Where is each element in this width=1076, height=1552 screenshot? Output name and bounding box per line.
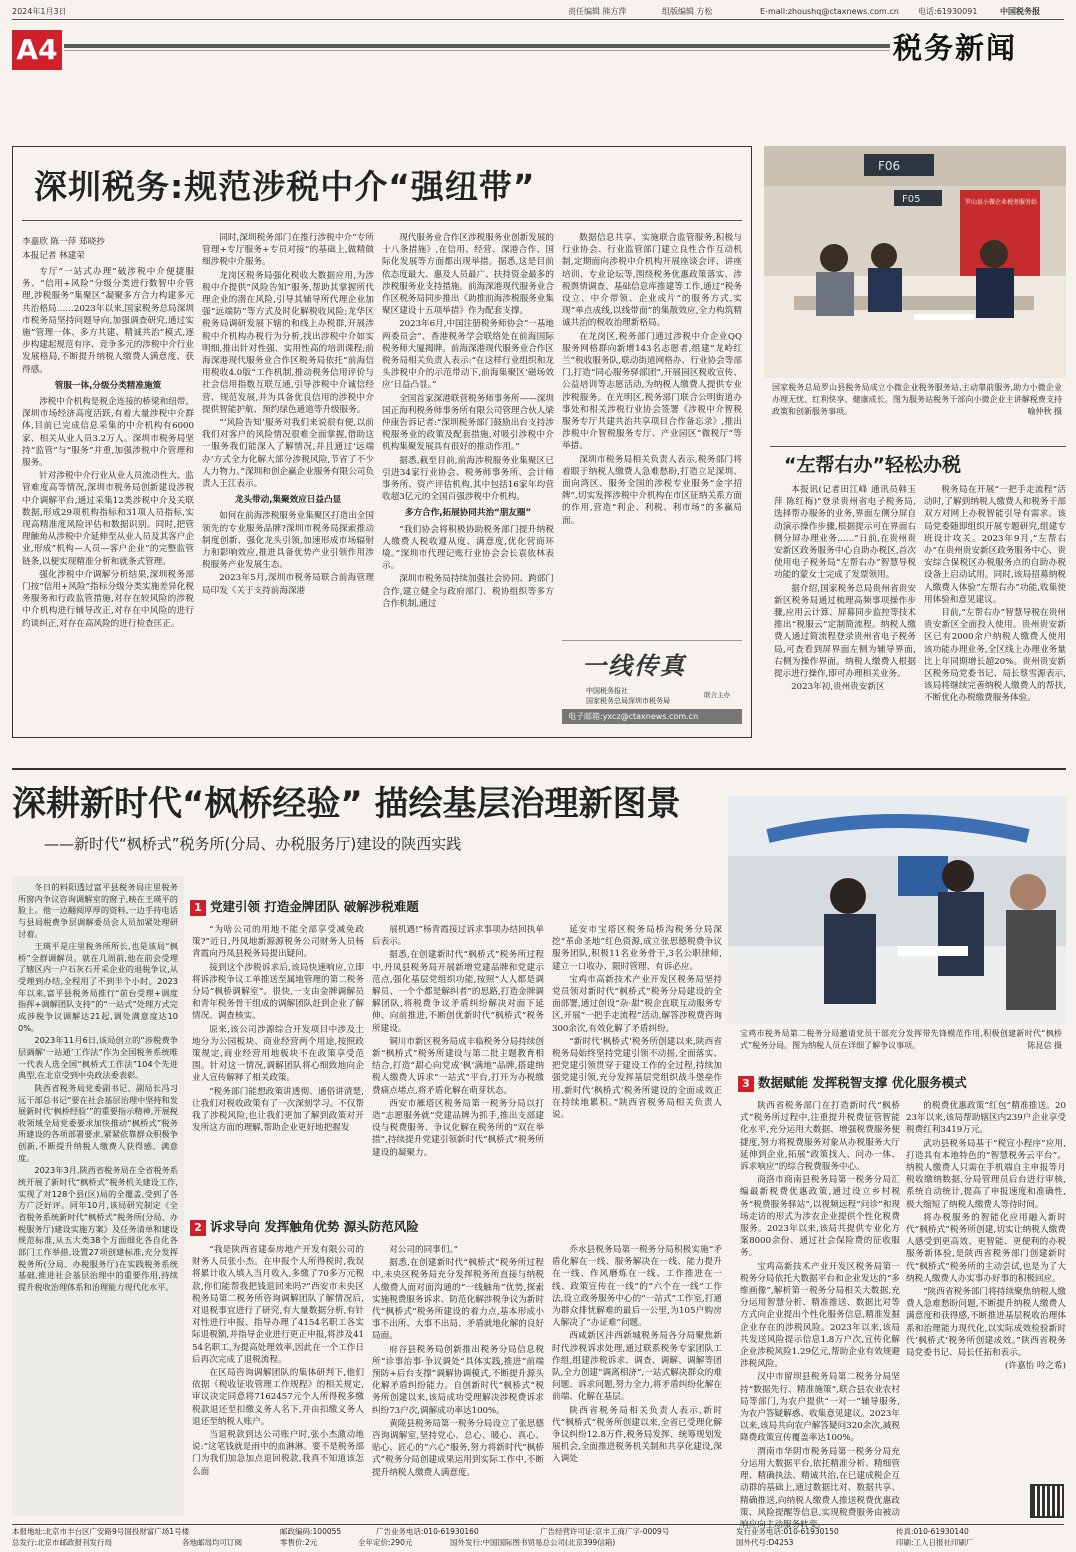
fengqiao-s2-col-1 — [192, 1244, 364, 1516]
paragraph: 对公司的同事们。” — [389, 1245, 459, 1255]
shenzhen-col-2 — [202, 232, 374, 730]
footer-annual: 全年定价:290元 — [358, 1538, 413, 1547]
article-shenzhen-byline: 李嘉欣 陈一萍 郑晓抄 — [22, 237, 105, 247]
paragraph: 2023年5月,深圳市税务局联合前海管理局印发《关于支持前海深港 — [202, 573, 374, 596]
qr-code-icon[interactable] — [1030, 1484, 1064, 1518]
fengqiao-s1-col-1 — [192, 924, 364, 1206]
paragraph: 深圳市税务局相关负责人表示,税务部门将着眼于纳税人缴费人急难愁盼,打造立足深圳、面向湾区、服务全国的涉税专业服务“金字招牌”,切实发挥涉税中介机构在市区征纳关系方面的作用,营造“利企、利税、利市场”的多赢局面。 — [562, 454, 742, 526]
caption-text: 宝鸡市税务局第二税务分局邀请党员干部充分发挥带先锋模范作用,积极创建新时代“枫桥式”税务分局。图为纳税人员在详细了解争议事项。 — [740, 1029, 1062, 1050]
banner-text: 罗山县小微企业税务服务站 — [965, 199, 1038, 206]
paragraph: 在区局咨询调解团队的集体研判下,他们依据《税收征收管理工作规程》的相关规定,审议决定同意将7162457元个人所得税多缴税款退还至扣缴义务人名下,并由扣缴义务人退还至纳税人账户。 — [192, 1368, 364, 1427]
paragraph: 税务局在开展“一把手走流程”活动时,了解到纳税人缴费人和税务干部双方对网上办税智能引导有需求。该局党委随即组织开展专题研究,组建专班设计攻关。2023年9月,“左帮右办”在贵州贵安新区政务服务中心、贵安综合保税区办税服务点的自助办税设备上启动试用。同时,该局招募纳税人缴费人体验“左帮右办”功能,收集使用体验和意见建议。 — [924, 485, 1066, 605]
paragraph: 深圳市税务局持续加强社会协同、跨部门合作,建立健全与政府部门、税协组织等多方合作机制,通过 — [382, 574, 554, 609]
editor-phone: 电话:61930091 — [918, 7, 978, 16]
layout-editor: 组版编辑 方松 — [662, 7, 713, 16]
paragraph: 展机遇!”杨青霞接过诉求事项办结回执单后表示。 — [372, 925, 544, 948]
paragraph: 数据信息共享、实施联合监管服务,积极与行业协会、行业监管部门建立良性合作互动机制,定期面向涉税中介机构开展座谈会评、讲座培训、专业论坛等,围绕税务优惠政策落实、涉税舆情调查、基础信息库推建等工作,通过“税务设立、中介带领、企业成片”的服务方式,实现“单点成线,以线带面”的集散效应,全力构筑精诚共治的税收治理新格局。 — [562, 233, 742, 329]
footer — [12, 1524, 1064, 1548]
column-logo-block — [562, 640, 742, 732]
section-number: 3 — [738, 1076, 754, 1092]
column-logo-org: 中国税务报社 — [586, 687, 628, 695]
paragraph: 府谷县税务局创新推出税务分局信息税所“诊事治事·争议调处”具体实践,推进“前端预防+后台支撑”调解协调模式,不断提升源头化解矛盾纠纷能力。自创新时代“枫桥式”税务所创建以来,该局成功受理解决涉税费诉求纠纷73户次,调解成功率达100%。 — [372, 1344, 544, 1416]
photo1-caption — [772, 382, 1062, 442]
section-3-title: 数据赋能 发挥税智支撑 优化服务模式 — [758, 1075, 967, 1090]
paragraph: 宝鸡高新技术产业开发区税务局第一税务分局依托大数据平台和企业发达的“多维画像”,解析第一税务分局相关大数据,充分运用智慧分析、精准推送、数据比对等方式向企业提出个性化服务信息,精准发掘企业存在的涉税风险。2023年以来,该局共发送风险提示信息1.8万户次,宣传化解企业涉税风险1.29亿元,帮助企业有效规避涉税风险。 — [740, 1261, 900, 1370]
footer-foreign: 国外发行:中国国际图书贸易总公司(北京399信箱) — [450, 1538, 616, 1547]
paragraph: 宝鸡市高新技术产业开发区税务局坚持党员领对新时代“枫桥式”税务分局建设的全面部署,通过创设“杂·甜”税企直联互动服务专区,开展“一把手走流程”活动,解答涉税费咨询300余次,有效化解了矛盾纠纷。 — [552, 974, 722, 1034]
paragraph: 将办税服务的智能化应用融入新时代“枫桥式”税务所创建,切实让纳税人缴费人感受到更高效、更智能、更便利的办税服务新体验,是陕西省税务部门创建新时代“枫桥式”税务所的主动尝试,也是为了大纳税人缴费人办实事办好事的积极回应。 — [906, 1212, 1066, 1284]
article-3-rule — [12, 768, 1066, 770]
section-2-heading — [190, 1218, 419, 1236]
paragraph: “为啥公司的用地不能全部享受减免政策?”近日,丹凤地新源源税务公司财务人员杨青霞向丹凤县税务局提出疑问。 — [192, 925, 364, 960]
paragraph: 西安市雁塔区税务局第一税务分局以打造“志愿服务就”党建品牌为抓手,推出支部建设与税费服务、争议化解在税务所的“双在举措”,持续提升党建引领新时代“枫桥式”税务所建设的凝聚力。 — [372, 1098, 544, 1158]
paragraph: 渭南市华阴市税务局第一税务分局充分运用大数据平台,依托精准分析、精细管理、精确执法、精诚共治,在已建成税企互动群的基础上,通过数据比对、数据共享、精确推送,向纳税人缴费人推送税费优惠政策、风险提醒等信息,实现税费服务由被动响应向主动服务转变。 — [740, 1446, 900, 1530]
fengqiao-s1-col-3 — [552, 924, 722, 1206]
photo-fengqiao-service — [728, 796, 1066, 1024]
paragraph: 2023年初,贵州贵安新区 — [791, 682, 885, 693]
paragraph: 现代服务业合作区涉税服务业创新发展的十八条措施》,在信用、经营、深港合作、国际化发展等方面都出现举措。据悉,这是目前依态度最大、惠及人员最广、扶持资金最多的涉税服务业支持措施。前海深港现代服务业合作区税务局同步推出《助推前海涉税服务业集聚区建设十五项举措》作为配套支撑。 — [382, 233, 554, 317]
paragraph: 接到这个涉税诉求后,该局快速响应,立即将诉涉税争议工单推送至属地管理的第二税务分局“枫桥调解室”。很快,一支由金牌调解员和青年税务骨干组成的调解团队赶到企业了解情况、调查核实。 — [192, 962, 364, 1022]
footer-fax: 传真:010-61930140 — [896, 1527, 969, 1536]
section-3-heading — [738, 1074, 967, 1092]
paragraph: “税务部门能想政策讲透彻、通俗讲清楚,让我们对税收政策有了一次深刻学习。不仅帮我了涉税风险,也让我们更加了解到政策对开发所这方面的理解,帮助企业更好地把握发 — [192, 1086, 364, 1134]
paragraph: 西咸新区沣西新城税务局各分局聚焦新时代涉税诉求处理,通过联系税务专家团队工作组,组建涉税诉求、调查、调解、调解等团队,全力创建“调离相济”,一站式解决群众的难问题、诉求问题,努力全力,将矛盾纠纷化解在前端、化解在基层。 — [552, 1331, 722, 1403]
shenzhen-col-3 — [382, 232, 554, 730]
footer-subscribe: 各地邮局均可订阅 — [182, 1538, 242, 1547]
paragraph: 龙岗区税务局强化税收大数据应用,为涉税中介提供“风险告知”服务,帮助其掌握所代理企业的潜在风险,引导其辅导所代理企业加强“远端防”等方式及时化解税收风险;龙华区税务局调研发展下辖的和线上办税群,开展涉税中介机构办税行为分析,找出涉税中介如实明细,推出针对性强、实用性高的培训课程;前海深港现代服务业合作区税务局依托“前海信用税收4.0版”工作机制,推动税务信用评价与社会信用指数互联互通,引导涉税中介诚信经营、规范发展,并为具备优良信用的涉税中介提供智能护航、预约绿色通道等升级服务。 — [202, 270, 374, 415]
caption-text: 国家税务总局罗山县税务局成立小微企业税务服务站,主动靠前服务,助力小微企业办理无忧、红利快享、健康成长。图为服务站税务干部向小微企业主讲解税费支持政策和创新服务事项。 — [772, 383, 1062, 416]
masthead-bar — [12, 4, 1064, 20]
paragraph: 强化涉税中介调解分析结果,深圳税务部门按“信用+风险”指标分级分类实施差异化税务服务和行政监管措施,对存在较风险的涉税中介机构进行辅导改正,对存在中风险的进行约谈纠正,对存在高风险的进行检查匡正。 — [22, 569, 194, 629]
paragraph: 如何在前海涉税服务业集聚区打造出全国领先的专业服务品牌?深圳市税务局探索推动制度创新、强化龙头引领,加速形成市场辐射力和影响效应,推进具备优势产业引领作用涉税服务产业发展生态。 — [202, 511, 374, 571]
paragraph: 汉中市留坝县税务局第二税务分局坚持“数据先行、精准施策”,联合县农业农村局等部门,为农户提供“一对一”辅导服务,为农户答疑解惑、收集意见建议。2023年以来,该局共向农户解答疑问320余次,减税降费政策宣传覆盖率达100%。 — [740, 1372, 900, 1444]
photo-tax-service-station — [764, 146, 1066, 378]
column-logo-title: 一线传真 — [582, 651, 686, 680]
paragraph: 原来,该公司涉源综合开发项目中涉及土地分为公园板块、商业经营两个用途,按照政策规定,商业经营用地板块不在政策享受范围。针对这一情况,调解团队将心细致地向企业人宣传解释了相关政策。 — [192, 1024, 364, 1084]
paragraph: 王瑛平是庄里税务所所长,也是该局“枫桥”全群调解员。就在几周前,他在前会受理了辖区内一户石灰石开采企业的退税争议,从受理到办结,全程用了不到半个小时。2023年以来,富平县税务局推行“前台受理+调度指挥+调解团队支持”的“一站式”处理方式完成涉税争议调解达21起,调处满意度达100%。 — [18, 941, 178, 1033]
section-number: 2 — [190, 1220, 206, 1236]
header-rule-thin — [64, 50, 890, 51]
paragraph: 乔水县税务局第一税务分局积极实施“矛盾化解在一线、服务解决在一线、能力提升在一线、作风磨炼在一线、工作推进在一线、政策宣传在一线”的“六个在一线”工作法,设立政务服务中心的“一站式”工作室,打通为群众排忧解难的最后一公里,为105户购房人解决了“办证难”问题。 — [552, 1245, 722, 1329]
subheading: 多方合作,拓展协同共治“朋友圈” — [404, 508, 532, 519]
paragraph: 陕西省税务局相关负责人表示,新时代“枫桥式”税务所创建以来,全省已受理化解争议纠纷12.8万件,税务局发挥、统筹规划发展机会,全面推进税务机关制和共享化建设,深入调处 — [552, 1405, 722, 1465]
paragraph: 据悉,截至目前,前海涉税服务业集聚区已引进34家行业协会、税务师事务所、会计师事务所、资产评估机构,其中包括16家年均营收超3亿元的全国百强涉税中介机构。 — [382, 455, 554, 503]
paragraph: 2023年6月,中国注册税务师协会“一基地两委员会”、香港税务学会联络处在前海国际税务师大厦揭牌。前海深港现代服务业合作区税务局相关负责人表示:“在这样行业组织和龙头涉税中介的示范带动下,前海集聚区‘磁场效应’日益凸显。” — [382, 319, 554, 391]
paragraph: 同时,深圳税务部门在推行涉税中介“专所管理+专厅服务+专员对接”的基础上,做精做细涉税中介服务。 — [202, 233, 374, 268]
paragraph: 冬日的料阳透过富平县税务局庄里税务所窗内争议咨询调解室的窗子,映在王瑛平的脸上。他一边翻阅厚厚的资料,一边手持电话与县局税费争层调解委员会人员加紧处理研讨着。 — [18, 882, 178, 939]
fengqiao-s3-col-2 — [906, 1100, 1066, 1480]
paragraph: 据悉,在创建新时代“枫桥式”税务所过程中,未央区税务局充分发挥税务所直接与纳税人缴费人面对面沟通的“一线触角”优势,探索实施税费服务诉求、防范化解涉税争议为新时代“枫桥式”税务所建设的着力点,基本形成小事不出所、大事不出局、矛盾就地化解的良好局面。 — [372, 1258, 544, 1342]
title-divider — [22, 220, 742, 221]
column-logo-coop: 联合主办 — [704, 691, 730, 699]
photo2-credit: 陈昆信 摄 — [1027, 1041, 1062, 1050]
article-author: (许嘉怡 吟之希) — [1005, 1361, 1066, 1372]
section-2-title: 诉求导向 发挥触角优势 源头防范风险 — [210, 1219, 419, 1234]
fengqiao-s2-col-3 — [552, 1244, 722, 1516]
article-fengqiao-title: 深耕新时代“枫桥经验” 描绘基层治理新图景 — [12, 784, 681, 824]
paragraph: “我们协会将积极协助税务部门提升纳税人缴费人税收遵从度、满意度,优化营商环境。”深圳市代理记账行业协会会长袁依林表示。 — [382, 524, 554, 572]
shenzhen-col-1 — [22, 266, 194, 730]
header-rule — [64, 44, 890, 48]
responsible-editor: 责任编辑 熊方萍 — [568, 7, 627, 16]
paragraph: 铜川市新区税务局成丰临税务分局持续创新“枫桥式”税务所建设与第二批主题教育相结合,打造“甜心向党成‘枫’满地”品牌,搭建纳税人缴费人诉求“一站式”平台,打开为办税缴费痛点堵点,将矛盾化解在萌芽状态。 — [372, 1036, 544, 1096]
paragraph: “我是陕西省建泰房地产开发有限公司的财务人员张小杰。在申报个人所得税时,我误将累计收入填入当月收入,多缴了70多万元税款,你们能帮我把钱退回来吗?”西安市未央区税务局第二税务所咨询调解团队了解情况后,对退税事宜进行了研究,有大量数据分析,有针对性进行申报、指导办理了4154名职工各实际退税额,并指导企业进行更正申报,将涉及4154名职工,为提高处理效率,因此在一个工作日后再次完成了退税流程。 — [192, 1245, 364, 1365]
footer-price: 零售价:2元 — [280, 1538, 318, 1547]
paragraph: 陕西省税务部门在打造新时代“枫桥式”税务所过程中,注重提升税费征管智能化水平,充分运用大数据、增强税费服务便捷度,努力将税费服务对象从办税服务大厅延伸到企业,拓展“政策找人、问办一体、诉求响应”的综合税费服务中心。 — [740, 1101, 900, 1173]
footer-foreign-code: 国外代号:D4253 — [736, 1538, 794, 1547]
paragraph: 2023年3月,陕西省税务局在全省税务系统开展了新时代“枫桥式”税务机关建设工作,实现了对128个县(区)局的全覆盖,受到了各方广泛好评。同年10月,该局研究制定《全省税务系统新时代“枫桥式”税务所(分局、办税服务厅)建设实施方案》及任务清单和建设规范标准,从五大类38个方面细化各自化各部门工作举措,设置27项创建标准,充分发挥税务所(分局、办税服务厅)在实践税务系统基础,推进社会基层治理中的重要作用,持续提升税收治理体系和治理能力现代化水平。 — [18, 1165, 178, 1292]
sign-f06: F06 — [878, 159, 901, 173]
paragraph: “陕西省税务部门将持续聚焦纳税人缴费人急难愁盼问题,不断提升纳税人缴费人满意度和获得感,不断推进基层税收治理体系和治理能力现代化,以实际成效检验新时代‘枫桥式’税务所创建成效。”陕西省税务局党委书记、局长任拓和表示。 — [906, 1287, 1066, 1359]
section-1-heading — [190, 898, 419, 916]
paragraph: 针对涉税中介行业从业人员流动性大、监管难度高等情况,深圳市税务局创新建设涉税中介调解平台,通过采集12类涉税中介及关联数据,形成29项机构指标和31项人员指标,实现高精准度风险评估和数据识别。同时,把管理触角从涉税中介延伸至从业人员及其客户企业,形成“机构—人员—客户企业”的完整监管链条,以便实现精准分析和就条式管理。 — [22, 471, 194, 567]
paragraph: 延安市宝塔区税务局桥沟税务分局深挖“革命圣地”红色资源,成立张思德税费争议服务团队,积极11名业务骨干,3名公职律师,建立一口收办、限时管理、有诉必应。 — [552, 925, 722, 972]
paragraph: 在龙岗区,税务部门通过涉税中介企业QQ服务网格群向新增143名志愿者,组建“龙岭红兰”税收服务队,联动街道网格办、行业协会等部门,打造“同心服务驿部团”,开展园区税收宣传、公益培训等志愿活动,为纳税人缴费人提供专业涉税服务。在光明区,税务部门联合公明街道办事处和相关涉税行业协会签署《涉税中介智税服务专厅共建共治共享项目合作备忘录》,推出涉税中介智税服务专厅、产业园区“微税厅”等举措。 — [562, 331, 742, 452]
subheading: 管服一体,分级分类精准施策 — [54, 380, 162, 391]
paragraph: “新时代‘枫桥式’税务所创建以来,陕西省税务局始终坚持党建引领不动摇,全面落实、把党建引领贯穿于建设工作的全过程,持续加强党建引领,充分发挥基层党组织战斗堡垒作用,新时代‘枫桥式’税务所建设的全面成效正在持续地累积。”陕西省税务局相关负责人说。 — [552, 1036, 722, 1121]
paragraph: 本报讯(记者田江峰 通讯员韩玉萍 陈红梅)“登录贵州省电子税务局,选择帮办服务的业务,界面左侧分屏自动演示操作步骤,根据提示可在界面右侧分屏办理业务……”日前,在贵州贵安新区政务服务中心自助办税区,首次使用电子税务局“左帮右办”智慧导税功能的蒙女士完成了发票领用。 — [774, 485, 916, 581]
paragraph: 目前,“左帮右办”智慧导税在贵州贵安新区全面投入使用。贵州贵安新区已有2000余户纳税人缴费人使用该功能办理业务,全区线上办理业务量比上年同期增长超20%。贵州贵安新区税务局党委书记、局长蔡雪源表示,该局将继续完善纳税人缴费人的帮扶,不断优化办税缴费服务体验。 — [924, 608, 1066, 704]
paragraph: 黄陵县税务局第一税务分局设立了张思德咨询调解室,坚持党心、总心、暖心、真心、贴心、匠心的“六心”服务,努力将新时代“枫桥式”税务分局创建成果运用到实际工作中,不断提升纳税人缴费人满意度。 — [372, 1418, 544, 1478]
article-shenzhen-title: 深圳税务:规范涉税中介“强纽带” — [34, 167, 536, 206]
photo2-caption — [740, 1028, 1062, 1068]
paragraph: 全国首家深港联营税务师事务所——深圳国正海利税务师事务所有限公司管理合伙人梁仲康告诉记者:“深圳税务部门鼓励出台支持涉税服务业的政策及配套措施,对吸引涉税中介机构集聚发展具有很好的推动作用。” — [382, 393, 554, 453]
paragraph: 武功县税务局基于“税宣小程序”应用,打造具有本地特色的“智慧税务云平台”。纳税人缴费人只需在手机端自主申报等月税收缴纳数据,分局管理员后台进行审核,系统自动统计,提高了申报速度和准确性,极大缩短了纳税人缴费人等待时间。 — [906, 1138, 1066, 1210]
editor-email[interactable]: E-mail:zhoushq@ctaxnews.com.cn — [760, 7, 899, 16]
shenzhen-col-4 — [562, 232, 742, 632]
paper-name: 中国税务报 — [1000, 7, 1040, 16]
column-logo-org2: 国家税务总局深圳市税务局 — [586, 697, 670, 705]
footer-ad-phone: 广告业务电话:010-61930160 — [376, 1527, 479, 1536]
paragraph: 据悉,在创建新时代“枫桥式”税务所过程中,丹凤县税务局开展新增党建品牌和党建示范点,强化基层党组织功能,按照“人人都是调解员、一个个都是解纠者”的思路,打造金牌调解团队,将税费争议矛盾纠纷解决对面下延伸、向前推进,不断创优新时代“枫桥式”税务所建设。 — [372, 950, 544, 1034]
footer-distribution: 总发行:北京市邮政报刊发行局 — [12, 1538, 113, 1547]
zuobang-col-1 — [774, 484, 916, 752]
section-1-title: 党建引领 打造金牌团队 破解涉税难题 — [210, 899, 419, 914]
footer-printer: 印刷:工人日报社印刷厂 — [896, 1538, 974, 1547]
paragraph: 2023年11月6日,该局创立的“涉税费争层调解‘一站通’工作法”作为全国税务系统唯一代表人选全国“枫桥式工作法”104个先进典型,在北京受到中央政法委表彰。 — [18, 1035, 178, 1081]
section-number: 1 — [190, 900, 206, 916]
issue-date: 2024年1月3日 — [12, 7, 67, 16]
fengqiao-s3-col-1 — [740, 1100, 900, 1530]
paragraph: 商洛市商南县税务局第一税务分局汇编最新税费优惠政策,通过设立乡村税务“税费服务驿站”,以视频远程“问诊”和现场走访的形式为涉农企业提供个性化税费服务。2023年以来,该局共提供专业化方案8000余份、通过社会保险费的征收服务。 — [740, 1175, 900, 1259]
paragraph: “‘风险告知’服务对我们来说很有便,以前我们对客户的风险情况很难全面掌握,借助这一服务我们能深入了解情况,并且通过‘远端办’方式全力化解大部分涉税风险,节省了不少人力物力。”深圳和创企赢企业服务有限公司负责人王江表示。 — [202, 418, 374, 490]
article-shenzhen-reporter: 本报记者 林建荣 — [22, 251, 85, 261]
subheading: 龙头带动,集聚效应日益凸显 — [234, 495, 342, 506]
paragraph: 涉税中介机构是税企连接的桥梁和纽带。深圳市场经济高度活跃,有着大量涉税中介群体,目前已完成信息采集的中介机构有6000家、相关从业人员3.2万人。深圳市税务局坚持“监管”与“服务”并重,加强涉税中介管理和服务。 — [22, 397, 194, 469]
zuobang-col-2 — [924, 484, 1066, 752]
page-number: A4 — [12, 30, 62, 70]
paragraph: 的税费优惠政策“红包”精准推送。2023年以来,该局帮助辖区内239户企业享受税费红利3419万元。 — [906, 1101, 1066, 1136]
fengqiao-s2-col-2 — [372, 1244, 544, 1516]
photo2-illustration — [728, 796, 1066, 1024]
photo-illustration — [764, 146, 1066, 378]
photo1-credit: 喻仲秋 摄 — [1027, 407, 1062, 416]
footer-dist-phone: 发行业务电话:010-61930150 — [736, 1527, 839, 1536]
footer-address: 本报地址:北京市丰台区广安路9号国投财富广场1号楼 — [12, 1527, 190, 1536]
paragraph: 陕西省税务局党委副书记、副局长冯习远干部总书记“要在社会基层治理中坚持和发展新时代‘枫桥经验’”的重要指示精神,开展税收领域全局党委要求加快推动“枫桥式”税务所建设的各项部署要求,紧紧依靠群众积极争创新,不断提升纳税人缴费人获得感、满意度。 — [18, 1082, 178, 1163]
paragraph: 当退税款到达公司账户时,张小杰激动地说:“这笔钱就是雨中的血淋淋。要不是税务部门为我们加急加点退回税款,我真不知道该怎么面 — [192, 1430, 364, 1477]
footer-ad-license: 广告经营许可证:京丰工商广字-0009号 — [540, 1527, 670, 1536]
article-fengqiao-subtitle: ——新时代“枫桥式”税务所(分局、办税服务厅)建设的陕西实践 — [44, 835, 462, 853]
article-zuobang-title: “左帮右办”轻松办税 — [784, 454, 961, 476]
paragraph: 专厅“一站式办理”破涉税中介便捷服务、“信用+风险”分级分类进行数智中介管理,涉税服务“集聚区”凝聚多方合力构建多元共治格局……2023年以来,国家税务总局深圳市税务局坚持问题导向,加强调查研究,通过实施“管理一体、多方共建、精诚共治”模式,逐步构建起规范有序、竞争多元的涉税中介行业发展格局,不断提升纳税人缴费人满意度、获得感。 — [22, 267, 194, 375]
paragraph: 据介绍,国家税务总局贵州省贵安新区税务局通过梳理高频事项操作步骤,应用云计算、屏幕同步监控等技术推出“税服云”定制简流程。纳税人缴费人通过简流程登录贵州省电子税务局,可查看到屏界面左侧为辅导界面,右侧为操作界面。纳税人缴费人根据提示进行操作,即可办理相关业务。 — [774, 583, 916, 680]
column-logo-email[interactable]: 电子邮箱:yxcz@ctaxnews.com.cn — [562, 709, 742, 724]
footer-post: 邮政编码:100055 — [280, 1527, 342, 1536]
sign-f05: F05 — [902, 194, 921, 205]
article-2-rule — [770, 446, 1066, 447]
section-title: 税务新闻 — [893, 31, 1018, 65]
fengqiao-lead-col — [18, 882, 178, 1512]
fengqiao-s1-col-2 — [372, 924, 544, 1206]
